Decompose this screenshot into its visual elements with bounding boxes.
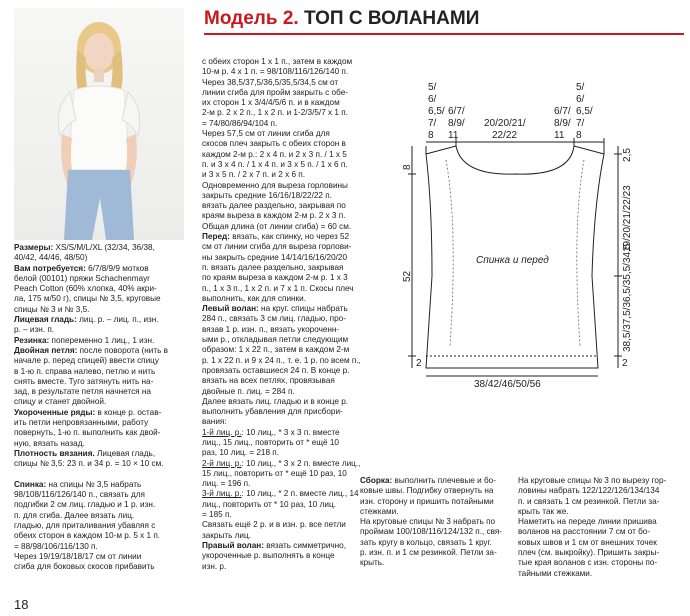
text-line: [360, 527, 502, 537]
text-body: тые края воланов с изн. стороны по-: [518, 558, 658, 568]
text-body: двойные п. лиц. = 284 п.: [202, 386, 295, 396]
text-line: [518, 538, 666, 548]
text-body: после поворота (нить в: [77, 345, 168, 355]
text-body: лиц. р. – лиц. п., изн.: [76, 315, 159, 325]
text-heading: Двойная петля:: [14, 345, 78, 355]
text-line: [14, 336, 168, 346]
text-underlined: 3-й лиц. р.: [202, 489, 242, 499]
text-line: [202, 139, 361, 149]
text-body: белой (00101) пряжи Schachenmayr: [14, 273, 150, 283]
text-body: XS/S/M/L/XL (32/34, 36/38,: [53, 243, 155, 252]
text-heading: Левый волан:: [202, 304, 259, 314]
text-line: [518, 527, 666, 537]
text-body: Peach Cotton (60% хлопка, 40% акри-: [14, 284, 157, 294]
text-line: [518, 548, 666, 558]
text-body: п. и связать 1 см резинкой. Петли за-: [518, 496, 660, 506]
text-line: [518, 497, 666, 507]
text-line: [14, 408, 168, 418]
text-body: гладью, для приталивания убавляя с: [14, 521, 156, 531]
text-body: спицы № 3,5: 23 п. и 34 р. = 10 × 10 см.: [14, 459, 164, 469]
text-line: [202, 273, 361, 283]
text-body: 40/42, 44/46, 48/50): [14, 253, 88, 263]
text-body: крыть.: [360, 558, 385, 568]
text-line: [202, 428, 361, 438]
text-body: начале р. перед спицей) ввести спицу: [14, 356, 159, 366]
text-underlined: 2-й лиц. р.: [202, 458, 242, 468]
text-body: спицу и станет двойной.: [14, 397, 107, 407]
text-line: [202, 98, 361, 108]
text-body: : 10 лиц., * 3 х 3 п. вместе: [241, 427, 340, 437]
text-line: [14, 562, 168, 572]
text-body: ла, 175 м/50 г), спицы № 3,5, круговые: [14, 294, 161, 304]
text-line: [202, 181, 361, 191]
text-body: выполнить, как для спинки.: [202, 293, 306, 303]
text-line: [202, 387, 361, 397]
text-body: см от линии сгиба для выреза горлови-: [202, 242, 352, 252]
text-line: [14, 490, 168, 500]
text-body: закрыть лиц.: [202, 530, 251, 540]
text-line: [202, 191, 361, 201]
text-body: Связать ещё 2 р. и в изн. р. все петли: [202, 520, 346, 530]
text-body: сгиба для боковых скосов прибавить: [14, 562, 155, 572]
text-line: [202, 119, 361, 129]
text-heading: Размеры:: [14, 243, 54, 252]
hem-right-measure: 2: [622, 358, 628, 369]
text-body: изн. сторону и пришить потайными: [360, 496, 494, 506]
text-body: Одновременно для выреза горловины: [202, 180, 348, 190]
text-body: = 185 п.: [202, 510, 232, 520]
text-body: ную, вязать назад.: [14, 438, 85, 448]
text-line: [14, 521, 168, 531]
text-line: [14, 264, 168, 274]
text-body: = 88/98/106/116/130 п.: [14, 541, 98, 551]
text-body: вязать далее раздельно, закрывая по: [202, 201, 346, 211]
text-body: : 10 лиц., * 2 п. вместе лиц., 14: [241, 489, 359, 499]
text-body: в конце р. остав-: [95, 407, 162, 417]
pattern-diagram: [398, 76, 682, 388]
text-line: [202, 294, 361, 304]
text-line: [14, 274, 168, 284]
text-body: выполнить убавления для присбори-: [202, 407, 343, 417]
text-body: Через 38,5/37,5/36,5/35,5/34,5 см от: [202, 77, 339, 87]
text-body: на спицы № 3,5 набрать: [46, 479, 142, 489]
text-body: закрыть средние 16/16/18/22/22 п.: [202, 190, 332, 200]
text-body: и 3 х 5 п. / 2 х 7 п. и 2 х 6 п.: [202, 170, 305, 180]
text-line: [202, 211, 361, 221]
text-line: [202, 407, 361, 417]
text-line: [202, 160, 361, 170]
text-underlined: 1-й лиц. р.: [202, 427, 242, 437]
text-line: [360, 486, 502, 496]
text-body: каждом 2-м р.: 2 х 4 п. и 2 х 3 п. / 1 х 5: [202, 149, 347, 159]
text-body: п. вязать далее раздельно, закрывая: [202, 262, 344, 272]
text-body: = 74/80/86/94/104 п.: [202, 118, 278, 128]
text-body: На круговые спицы № 3 набрать по: [360, 517, 496, 527]
text-body: п. для сгиба. Далее вязать лиц.: [14, 510, 135, 520]
text-line: [14, 305, 168, 315]
text-line: [202, 510, 361, 520]
text-body: с обеих сторон 1 х 1 п., затем в каждом: [202, 57, 353, 66]
text-body: провязать оставшиеся 24 п. В конце р.: [202, 365, 350, 375]
text-body: зать кругу в кольцо, связать 1 круг.: [360, 537, 492, 547]
text-line: [202, 366, 361, 376]
text-body: п. и 3 х 4 п. / 1 х 4 п. и 3 х 5 п. / 1 х 6 п.: [202, 159, 348, 169]
text-body: лиц. = 196 п.: [202, 479, 251, 489]
text-body: тайными стежками.: [518, 568, 593, 578]
text-line: [14, 531, 168, 541]
text-body: Наметить на переде линии пришива: [518, 517, 657, 527]
text-line: [202, 562, 361, 572]
text-body: воланов на расстоянии 7 см от бо-: [518, 527, 651, 537]
text-line: [360, 476, 502, 486]
text-body: спицы № 3 и № 3,5.: [14, 304, 90, 314]
model-photo: [14, 8, 184, 240]
text-line: [202, 263, 361, 273]
text-line: [360, 538, 502, 548]
text-line: [202, 479, 361, 489]
text-heading: Лицевая гладь:: [14, 315, 77, 325]
text-line: [202, 541, 361, 551]
text-line: [14, 470, 168, 480]
text-body: скосов плеч закрыть с обеих сторон в: [202, 139, 346, 149]
text-body: Общая длина (от линии сгиба) = 60 см.: [202, 221, 352, 231]
title-underline: [204, 33, 684, 35]
text-body: попеременно 1 лиц., 1 изн.: [49, 335, 155, 345]
text-body: р. – изн. п.: [14, 325, 55, 335]
text-line: [518, 476, 666, 486]
text-line: [202, 150, 361, 160]
text-line: [14, 500, 168, 510]
text-body: вязать, как спинку, но через 52: [229, 232, 350, 242]
text-body: обеих сторон в каждом 10-м р. 5 х 1 п.: [14, 531, 161, 541]
text-body: п., 1 х 3 п., 1 х 2 п. и 7 х 1 п. Скосы плеч: [202, 283, 354, 293]
text-line: [202, 314, 361, 324]
text-body: проймам 100/108/116/124/132 п., свя-: [360, 527, 503, 537]
text-body: 2-м р. 2 х 2 п., 1 х 2 п. и 1-2/3/5/7 х 1 п.: [202, 108, 348, 118]
text-body: ны закрыть средние 14/14/16/16/20/20: [202, 252, 348, 262]
text-body: по краям выреза в каждом 2-м р. 1 х 3: [202, 273, 348, 283]
text-line: [202, 242, 361, 252]
text-line: [202, 448, 361, 458]
text-body: лиц., повторить от * 10 раз, 10 лиц.: [202, 499, 336, 509]
text-body: ить петли непровязанными, работу: [14, 418, 149, 428]
text-body: выполнить плечевые и бо-: [392, 476, 496, 485]
text-body: линии сгиба для пройм закрыть с обе-: [202, 87, 348, 97]
text-heading: Перед:: [202, 232, 230, 242]
text-line: [202, 397, 361, 407]
text-body: вязать на всех петлях, провязывая: [202, 376, 335, 386]
text-line: [14, 439, 168, 449]
text-line: [202, 78, 361, 88]
text-line: [202, 222, 361, 232]
page-title: [204, 8, 479, 30]
text-heading: Спинка:: [14, 479, 47, 489]
text-body: лиц., 15 лиц., повторить от * ещё 10: [202, 437, 339, 447]
text-body: вязав 1 р. изн. п., вязать укороченн-: [202, 324, 340, 334]
text-line: [518, 486, 666, 496]
text-body: повернуть, 1-ю п. выполнить как двой-: [14, 428, 161, 438]
text-line: [14, 367, 168, 377]
text-line: [202, 500, 361, 510]
shoulder-drop-measure: 2,5: [622, 148, 633, 162]
total-height-measure: 52: [402, 270, 413, 282]
text-line: [14, 511, 168, 521]
text-line: [14, 346, 168, 356]
text-line: [202, 345, 361, 355]
text-line: [202, 356, 361, 366]
piece-label: Спинка и перед: [476, 255, 549, 266]
text-body: ковые швы. Подгибку отвернуть на: [360, 486, 494, 496]
text-line: [202, 459, 361, 469]
text-body: Через 19/19/18/18/17 см от линии: [14, 551, 142, 561]
text-line: [202, 57, 361, 67]
text-body: плеч (см. выкройку). Пришить закры-: [518, 548, 660, 558]
text-line: [14, 356, 168, 366]
text-body: зад, в результате петля начнется на: [14, 387, 151, 397]
text-line: [360, 507, 502, 517]
text-heading: Сборка:: [360, 476, 393, 485]
text-body: стежками.: [360, 506, 399, 516]
left-mid-measure: 6/7/ 8/9/ 11: [448, 106, 465, 141]
text-line: [202, 531, 361, 541]
text-body: 98/108/116/126/140 п., связать для: [14, 490, 145, 500]
neck-depth-measure: 8: [402, 164, 413, 170]
text-line: [14, 253, 168, 263]
text-body: : 10 лиц., * 3 х 2 п. вместе лиц.,: [241, 458, 361, 468]
text-line: [14, 449, 168, 459]
text-line: [202, 67, 361, 77]
text-line: [14, 294, 168, 304]
text-line: [202, 469, 361, 479]
text-line: [14, 480, 168, 490]
text-line: [14, 243, 168, 253]
text-column-2: [202, 57, 361, 572]
text-line: [14, 542, 168, 552]
text-line: [360, 497, 502, 507]
text-line: [518, 569, 666, 579]
text-body: ковых швов и 1 см от внешних точек: [518, 537, 657, 547]
text-line: [202, 325, 361, 335]
text-body: в 1-ю п. справа налево, петлю и нить: [14, 366, 156, 376]
text-body: укороченные р. выполнять в конце: [202, 551, 335, 561]
text-line: [202, 438, 361, 448]
text-line: [202, 170, 361, 180]
text-body: ловины набрать 122/122/126/134/134: [518, 486, 660, 496]
text-line: [202, 129, 361, 139]
text-body: ыми р., откладывая петли следующим: [202, 335, 349, 345]
text-body: подгибки 2 см лиц. гладью и 1 р. изн.: [14, 500, 156, 510]
armhole-measure: 19/20/21/22/23: [622, 185, 633, 252]
text-body: Далее вязать лиц. гладью и в конце р.: [202, 396, 349, 406]
text-body: 10-м р. 4 х 1 п. = 98/108/116/126/140 п.: [202, 67, 349, 77]
text-line: [14, 387, 168, 397]
text-line: [202, 376, 361, 386]
text-heading: Вам потребуется:: [14, 263, 86, 273]
text-body: р. 1 х 22 п. и 9 х 24 п., т. е. 1 р. по всем п.,: [202, 355, 361, 365]
text-line: [14, 428, 168, 438]
text-line: [518, 517, 666, 527]
text-column-3: [360, 476, 502, 569]
text-body: Лицевая гладь,: [94, 448, 156, 458]
text-body: на круг. спицы набрать: [258, 304, 348, 314]
text-body: 6/7/8/9/9 мотков: [85, 263, 149, 273]
text-heading: Правый волан:: [202, 540, 264, 550]
text-body: их сторон 1 х 3/4/4/5/6 п. и в каждом: [202, 98, 340, 108]
text-line: [202, 335, 361, 345]
neck-width-measure: 20/20/21/ 22/22: [484, 118, 526, 141]
text-line: [14, 552, 168, 562]
text-body: р. изн. п. и 1 см резинкой. Петли за-: [360, 548, 497, 558]
text-body: крыть так же.: [518, 506, 569, 516]
text-line: [202, 232, 361, 242]
text-line: [14, 377, 168, 387]
text-line: [202, 201, 361, 211]
text-line: [360, 517, 502, 527]
text-line: [202, 489, 361, 499]
model-number: Модель 2.: [204, 8, 299, 29]
text-heading: Резинка:: [14, 335, 50, 345]
text-body: изн. р.: [202, 561, 227, 571]
text-line: [14, 459, 168, 469]
text-body: образом: 1 х 22 п., затем в каждом 2-м: [202, 345, 350, 355]
text-line: [14, 418, 168, 428]
hem-left-measure: 2: [416, 358, 422, 369]
text-body: Через 57,5 см от линии сгиба для: [202, 129, 330, 139]
text-body: снять вместе. Туго затянуть нить на-: [14, 376, 154, 386]
text-line: [360, 548, 502, 558]
side-length-measure: 38,5/37,5/36,5/35,5/34,5: [622, 243, 633, 352]
text-line: [202, 108, 361, 118]
text-body: На круговые спицы № 3 по вырезу гор-: [518, 476, 667, 485]
text-body: 284 п., связать 3 см лиц. гладью, про-: [202, 314, 346, 324]
text-line: [14, 325, 168, 335]
text-line: [202, 284, 361, 294]
text-line: [202, 88, 361, 98]
text-body: раз, 10 лиц. = 218 п.: [202, 448, 279, 458]
width-measure: 38/42/46/50/56: [474, 379, 541, 388]
model-name: ТОП С ВОЛАНАМИ: [303, 8, 480, 29]
text-line: [202, 520, 361, 530]
text-line: [518, 558, 666, 568]
text-line: [518, 507, 666, 517]
text-heading: Укороченные ряды:: [14, 407, 96, 417]
text-line: [360, 558, 502, 568]
text-body: краям выреза в каждом 2-м р. 2 х 3 п.: [202, 211, 346, 221]
text-line: [14, 397, 168, 407]
text-line: [202, 304, 361, 314]
text-body: вязать симметрично,: [263, 540, 347, 550]
page-number: 18: [14, 597, 29, 612]
text-line: [14, 315, 168, 325]
right-mid-measure: 6/7/ 8/9/ 11: [554, 106, 571, 141]
text-body: 15 лиц., повторить от * ещё 10 раз, 10: [202, 468, 347, 478]
text-heading: Плотность вязания.: [14, 448, 95, 458]
text-line: [202, 417, 361, 427]
right-top-measure: 5/ 6/ 6,5/ 7/ 8: [576, 82, 593, 141]
text-column-4: [518, 476, 666, 579]
text-line: [202, 551, 361, 561]
text-column-1: [14, 243, 168, 573]
text-line: [14, 284, 168, 294]
text-body: вания:: [202, 417, 227, 427]
left-top-measure: 5/ 6/ 6,5/ 7/ 8: [428, 82, 445, 141]
text-line: [202, 253, 361, 263]
model-illustration: [14, 8, 184, 240]
